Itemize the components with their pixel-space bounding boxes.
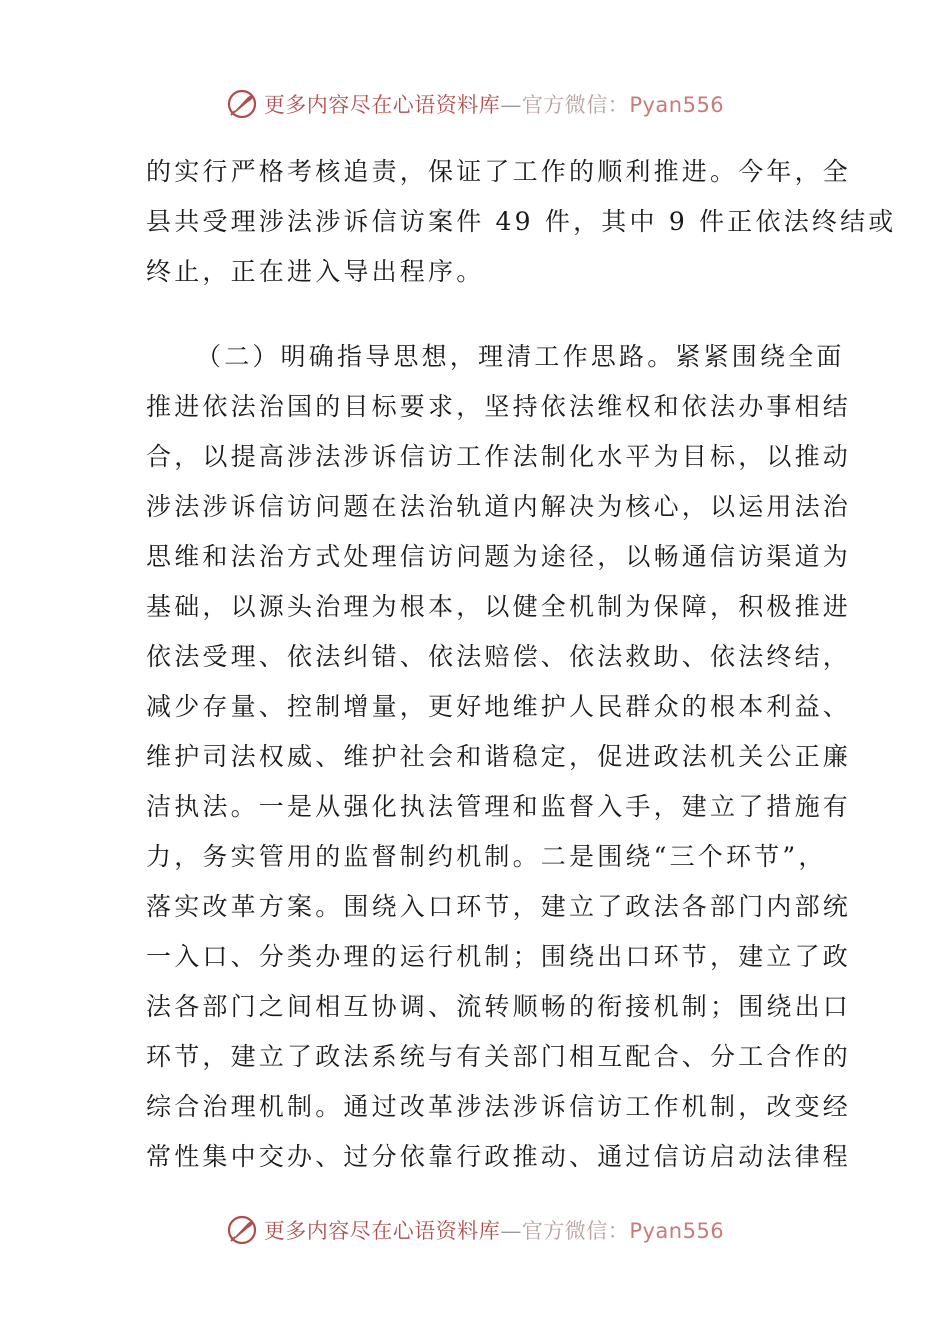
text-line: 推进依法治国的目标要求，坚持依法维权和依法办事相结 <box>146 392 852 421</box>
watermark-text <box>264 89 724 119</box>
text-line: 常性集中交办、过分依靠行政推动、通过信访启动法律程 <box>146 1142 852 1171</box>
text-line: 思维和法治方式处理信访问题为途径，以畅通信访渠道为 <box>146 542 852 571</box>
text-line: 一入口、分类办理的运行机制；围绕出口环节，建立了政 <box>146 942 852 971</box>
text-line: 减少存量、控制增量，更好地维护人民群众的根本利益、 <box>146 692 852 721</box>
text-line: 基础，以源头治理为根本，以健全机制为保障，积极推进 <box>146 592 852 621</box>
watermark-wechat-label: 官方微信： <box>521 1219 630 1243</box>
text-line: 涉法涉诉信访问题在法治轨道内解决为核心，以运用法治 <box>146 492 852 521</box>
watermark-text <box>264 1215 724 1245</box>
footer-watermark <box>0 1210 950 1250</box>
text-line: 落实改革方案。围绕入口环节，建立了政法各部门内部统 <box>146 892 852 921</box>
watermark-wechat-label: 官方微信： <box>521 93 630 117</box>
text-line: 依法受理、依法纠错、依法赔偿、依法救助、依法终结， <box>146 642 852 671</box>
text-line: 的实行严格考核追责，保证了工作的顺利推进。今年，全 <box>146 157 852 186</box>
text-line: 县共受理涉法涉诉信访案件 49 件，其中 9 件正依法终结或 <box>146 207 897 236</box>
text-line: 力，务实管用的监督制约机制。二是围绕“三个环节”， <box>146 842 827 871</box>
quill-pen-logo-icon <box>226 1214 258 1246</box>
text-line: 合，以提高涉法涉诉信访工作法制化水平为目标，以推动 <box>146 442 852 471</box>
text-line: （二）明确指导思想，理清工作思路。紧紧围绕全面 <box>196 342 845 371</box>
text-line: 综合治理机制。通过改革涉法涉诉信访工作机制，改变经 <box>146 1092 852 1121</box>
text-line: 维护司法权威、维护社会和谐稳定，促进政法机关公正廉 <box>146 742 852 771</box>
watermark-site-name: 更多内容尽在心语资料库 <box>263 93 501 117</box>
header-watermark <box>0 84 950 124</box>
text-line: 终止，正在进入导出程序。 <box>146 257 485 286</box>
watermark-dash: — <box>500 1219 522 1243</box>
watermark-dash: — <box>500 93 522 117</box>
quill-pen-logo-icon <box>226 88 258 120</box>
text-line: 法各部门之间相互协调、流转顺畅的衔接机制；围绕出口 <box>146 992 852 1021</box>
text-line: 环节，建立了政法系统与有关部门相互配合、分工合作的 <box>146 1042 852 1071</box>
watermark-site-name: 更多内容尽在心语资料库 <box>263 1219 501 1243</box>
watermark-wechat-id: Pyan556 <box>629 93 725 117</box>
watermark-wechat-id: Pyan556 <box>629 1219 725 1243</box>
text-line: 洁执法。一是从强化执法管理和监督入手，建立了措施有 <box>146 792 852 821</box>
